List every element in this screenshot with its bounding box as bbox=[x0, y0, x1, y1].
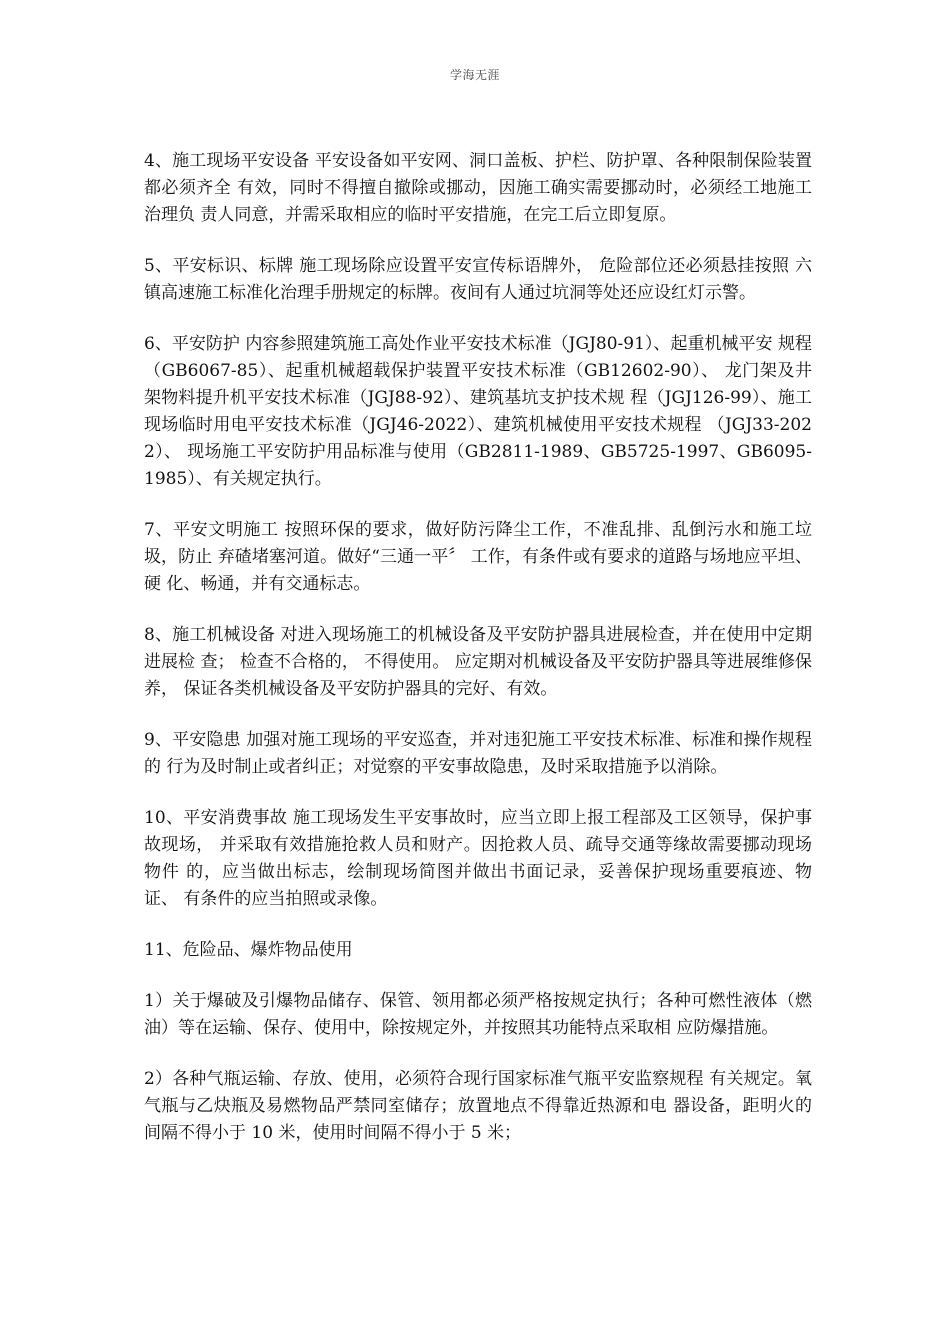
page-header: 学海无涯 bbox=[449, 68, 500, 82]
paragraph-9-hazards: 9、平安隐患 加强对施工现场的平安巡查，并对违犯施工平安技术标准、标准和操作规程的 行为及时制止或者纠正；对觉察的平安事故隐患，及时采取措施予以消除。 bbox=[144, 730, 812, 777]
paragraph-8-machinery: 8、施工机械设备 对进入现场施工的机械设备及平安防护器具进展检查，并在使用中定期进展检 查； 检查不合格的， 不得使用。 应定期对机械设备及平安防护器具等进展维修保养， 保证各类机械设备及平安防护器具的完好、有效。 bbox=[144, 625, 812, 699]
paragraph-11-dangerous-goods: 11、危险品、爆炸物品使用 bbox=[144, 940, 353, 960]
paragraph-11-item-1: 1）关于爆破及引爆物品储存、保管、领用都必须严格按规定执行；各种可燃性液体（燃油）等在运输、保存、使用中，除按规定外，并按照其功能特点采取相 应防爆措施。 bbox=[144, 991, 812, 1038]
paragraph-7-civilized-construction: 7、平安文明施工 按照环保的要求，做好防污降尘工作，不准乱排、乱倒污水和施工垃圾，防止 弃碴堵塞河道。做好“三通一平〞 工作，有条件或有要求的道路与场地应平坦、硬 化、畅通，并有交通标志。 bbox=[144, 520, 812, 594]
paragraph-10-accidents: 10、平安消费事故 施工现场发生平安事故时，应当立即上报工程部及工区领导，保护事故现场， 并采取有效措施抢救人员和财产。因抢救人员、疏导交通等缘故需要挪动现场物件 的，应当做出标志，绘制现场简图并做出书面记录，妥善保护现场重要痕迹、物证、 有条件的应当拍照或录像。 bbox=[144, 808, 812, 909]
paragraph-5-safety-signs: 5、平安标识、标牌 施工现场除应设置平安宣传标语牌外， 危险部位还必须悬挂按照 六镇高速施工标准化治理手册规定的标牌。夜间有人通过坑洞等处还应设红灯示警。 bbox=[144, 256, 812, 303]
document-body bbox=[144, 148, 812, 1171]
paragraph-11-item-2: 2）各种气瓶运输、存放、使用，必须符合现行国家标准气瓶平安监察规程 有关规定。氧气瓶与乙炔瓶及易燃物品严禁同室储存；放置地点不得靠近热源和电 器设备，距明火的间隔不得小于 10 米，使用时间隔不得小于 5 米； bbox=[144, 1069, 812, 1143]
paragraph-4-safety-equipment: 4、施工现场平安设备 平安设备如平安网、洞口盖板、护栏、防护罩、各种限制保险装置都必须齐全 有效，同时不得擅自撤除或挪动，因施工确实需要挪动时，必须经工地施工治理负 责人同意，并需采取相应的临时平安措施，在完工后立即复原。 bbox=[144, 151, 812, 225]
paragraph-6-safety-protection: 6、平安防护 内容参照建筑施工高处作业平安技术标准（JGJ80-91）、起重机械平安 规程（GB6067-85）、起重机械超载保护装置平安技术标准（GB12602-90）、 龙门架及井架物料提升机平安技术标准（JGJ88-92）、建筑基坑支护技术规 程（JGJ126-99）、施工现场临时用电平安技术标准（JGJ46-2022）、建筑机械使用平安技术规程 （JGJ33-2022）、 现场施工平安防护用品标准与使用（GB2811-1989、GB5725-1997、GB6095-1985）、有关规定执行。 bbox=[144, 334, 812, 489]
